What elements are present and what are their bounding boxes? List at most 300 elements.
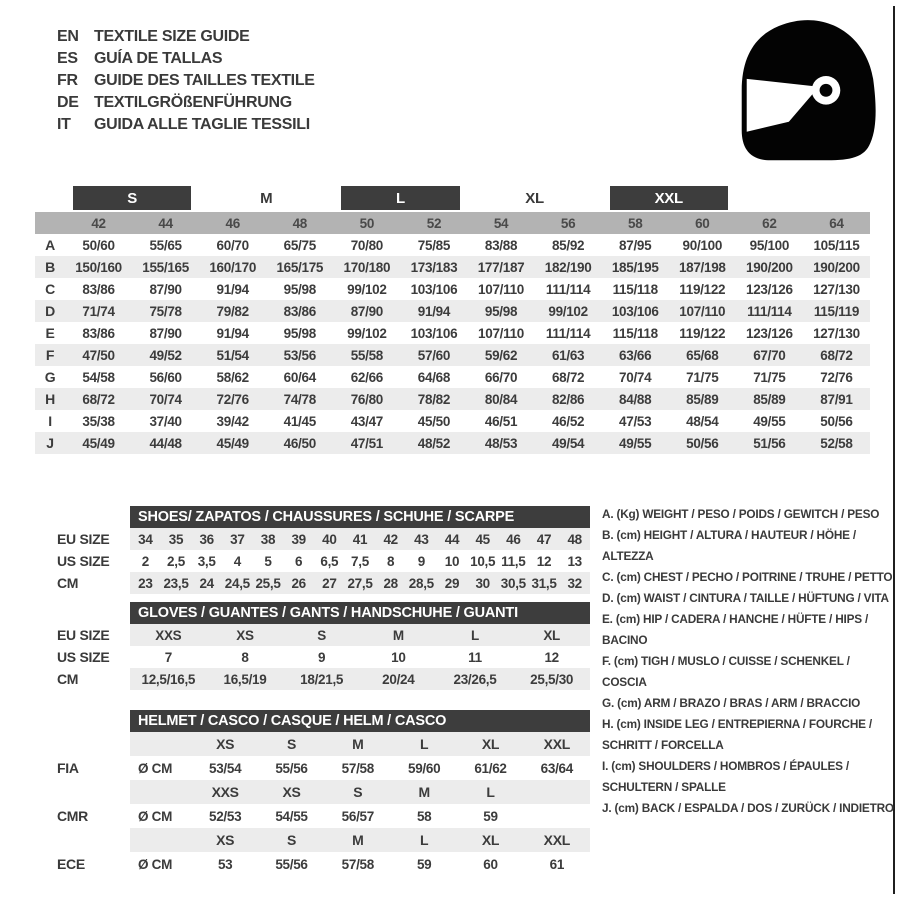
- size-column-header: M: [325, 828, 391, 852]
- legend-item: E. (cm) HIP / CADERA / HANCHE / HÜFTE / HIPS / BACINO: [602, 612, 869, 647]
- size-cell: 55/56: [275, 760, 308, 776]
- language-code: FR: [57, 72, 78, 89]
- size-cell: 50/60: [82, 237, 115, 253]
- size-column-header: XL: [457, 828, 523, 852]
- size-cell: 80/84: [484, 391, 518, 407]
- size-cell: 12: [536, 553, 552, 569]
- size-cell: 87/90: [350, 303, 384, 319]
- size-cell: 182/190: [544, 259, 592, 275]
- size-cell: 177/187: [477, 259, 525, 275]
- size-cell: 84/88: [619, 391, 652, 407]
- size-column-header-row: [35, 212, 870, 234]
- size-cell: 53/56: [283, 347, 316, 363]
- size-cell: 32: [559, 572, 590, 594]
- size-cell: 37/40: [149, 413, 182, 429]
- size-cell: 83/86: [82, 281, 115, 297]
- language-title-block: [57, 26, 315, 136]
- standard-label: ECE: [57, 856, 85, 872]
- racing-helmet-icon: [726, 16, 886, 166]
- size-cell: 82/86: [551, 391, 585, 407]
- gloves-table-rows: [55, 624, 590, 690]
- language-code: ES: [57, 50, 78, 67]
- size-cell: 43: [406, 528, 437, 550]
- size-column-header: 42: [91, 215, 106, 231]
- size-column-header: 64: [829, 215, 844, 231]
- size-cell: 25,5/30: [513, 668, 590, 690]
- size-cell: 57/58: [341, 760, 374, 776]
- legend-item: D. (cm) WAIST / CINTURA / TAILLE / HÜFTUNG / VITA: [602, 591, 889, 605]
- size-cell: 46/52: [551, 413, 585, 429]
- size-cell: 11,5: [501, 553, 526, 569]
- size-cell: 55/58: [350, 347, 384, 363]
- row-label: US SIZE: [57, 649, 110, 665]
- size-cell: 107/110: [478, 281, 525, 297]
- size-cell: 71/74: [82, 303, 115, 319]
- measure-row: [55, 550, 590, 572]
- size-cell: 87/95: [619, 237, 652, 253]
- size-cell: 45/49: [216, 435, 249, 451]
- helmet-table-rows: [55, 732, 590, 876]
- size-cell: 53/54: [209, 760, 242, 776]
- size-cell: 51/56: [753, 435, 786, 451]
- size-cell: 24,5: [222, 572, 253, 594]
- shoes-table-rows: [55, 528, 590, 594]
- size-cell: 47/53: [619, 413, 652, 429]
- size-cell: 10,5: [470, 553, 496, 569]
- size-cell: 48/52: [417, 435, 451, 451]
- size-cell: 111/114: [747, 303, 792, 319]
- size-cell: 119/122: [679, 325, 726, 341]
- gloves-table: [55, 602, 590, 690]
- size-column-header: 62: [762, 215, 777, 231]
- size-column-header: 54: [493, 215, 509, 231]
- size-column-header: XXS: [192, 780, 258, 804]
- size-table-row: [35, 388, 870, 410]
- size-column-header: S: [258, 732, 324, 756]
- size-cell: 83/88: [484, 237, 518, 253]
- size-cell: 99/102: [347, 325, 387, 341]
- size-cell: 56/57: [341, 808, 374, 824]
- size-cell: 10: [391, 649, 406, 665]
- size-cell: 39/42: [216, 413, 249, 429]
- size-cell: 12,5/16,5: [130, 668, 207, 690]
- size-cell: 63/66: [619, 347, 652, 363]
- size-cell: 115/118: [612, 325, 658, 341]
- measure-row: [55, 572, 590, 594]
- unit-cell: Ø CM: [138, 808, 173, 824]
- size-group-s: S: [73, 186, 191, 210]
- size-group-row: [35, 186, 870, 210]
- size-cell: 55/56: [275, 856, 308, 872]
- size-table-row: [35, 256, 870, 278]
- size-column-header: S: [258, 828, 324, 852]
- size-cell: 30: [467, 572, 498, 594]
- size-cell: 123/126: [746, 325, 793, 341]
- size-table-row: [35, 344, 870, 366]
- size-cell: 95/98: [484, 303, 518, 319]
- size-cell: 119/122: [679, 281, 726, 297]
- size-cell: 34: [130, 528, 161, 550]
- row-label: C: [45, 281, 55, 297]
- legend-item: G. (cm) ARM / BRAZO / BRAS / ARM / BRACCIO: [602, 696, 861, 710]
- size-table-row: [35, 234, 870, 256]
- size-cell: 115/118: [612, 281, 658, 297]
- size-cell: 29: [437, 572, 468, 594]
- size-cell: 75/78: [149, 303, 182, 319]
- size-cell: 20/24: [360, 668, 437, 690]
- size-cell: 74/78: [283, 391, 316, 407]
- size-cell: XXS: [130, 624, 207, 646]
- size-cell: 127/130: [813, 325, 860, 341]
- size-column-header: 46: [225, 215, 240, 231]
- helmet-table-title: HELMET / CASCO / CASQUE / HELM / CASCO: [130, 710, 590, 732]
- size-column-header: M: [391, 780, 457, 804]
- size-cell: 68/72: [551, 369, 585, 385]
- size-cell: 46/50: [283, 435, 316, 451]
- size-cell: 67/70: [753, 347, 786, 363]
- size-cell: 52/58: [820, 435, 853, 451]
- size-cell: M: [360, 624, 437, 646]
- size-cell: 13: [567, 553, 582, 569]
- size-cell: 45: [467, 528, 498, 550]
- size-cell: 103/106: [410, 281, 458, 297]
- helmet-data-row: [55, 804, 590, 828]
- size-cell: 45/50: [417, 413, 451, 429]
- row-label: EU SIZE: [57, 627, 110, 643]
- size-cell: 71/75: [753, 369, 786, 385]
- size-column-header: XXL: [524, 828, 590, 852]
- size-cell: 48/53: [484, 435, 518, 451]
- helmet-data-row: [55, 852, 590, 876]
- legend-item: B. (cm) HEIGHT / ALTURA / HAUTEUR / HÖHE / ALTEZZA: [602, 528, 856, 563]
- main-size-table: [35, 186, 870, 454]
- size-cell: 165/175: [276, 259, 324, 275]
- size-cell: 90/100: [682, 237, 723, 253]
- size-cell: 35: [161, 528, 192, 550]
- size-cell: 49/55: [753, 413, 786, 429]
- language-row: [57, 48, 315, 70]
- size-cell: 47/50: [82, 347, 115, 363]
- size-cell: 59/60: [408, 760, 441, 776]
- row-label: D: [45, 303, 55, 319]
- size-cell: 95/98: [283, 281, 316, 297]
- size-cell: 38: [253, 528, 284, 550]
- language-code: EN: [57, 28, 79, 45]
- size-cell: 57/58: [341, 856, 374, 872]
- size-cell: 27,5: [345, 572, 376, 594]
- size-cell: 2: [141, 553, 149, 569]
- size-cell: 190/200: [813, 259, 860, 275]
- size-cell: 25,5: [253, 572, 284, 594]
- size-cell: 58/62: [216, 369, 249, 385]
- legend-item: I. (cm) SHOULDERS / HOMBROS / ÉPAULES / SCHULTERN / SPALLE: [602, 759, 849, 794]
- size-cell: 64/68: [417, 369, 451, 385]
- size-group-xl: XL: [525, 189, 544, 207]
- size-cell: 61/63: [551, 347, 585, 363]
- size-cell: 91/94: [216, 281, 249, 297]
- size-cell: 62/66: [350, 369, 384, 385]
- measurement-legend: [602, 504, 896, 819]
- size-cell: 8: [241, 649, 249, 665]
- size-cell: 56/60: [149, 369, 182, 385]
- size-cell: 170/180: [343, 259, 391, 275]
- helmet-size-header-row: [55, 828, 590, 852]
- size-cell: 54/55: [275, 808, 308, 824]
- size-table-row: [35, 322, 870, 344]
- size-column-header: L: [391, 732, 457, 756]
- size-column-header: 52: [426, 215, 442, 231]
- size-column-header: 56: [560, 215, 576, 231]
- size-cell: 30,5: [498, 572, 529, 594]
- measure-row: [55, 528, 590, 550]
- size-cell: 68/72: [820, 347, 853, 363]
- size-column-header: [524, 780, 590, 804]
- row-label: I: [48, 413, 52, 429]
- size-cell: 187/198: [678, 259, 726, 275]
- size-column-header: 48: [292, 215, 307, 231]
- size-cell: 9: [417, 553, 425, 569]
- language-code: DE: [57, 94, 79, 111]
- size-cell: 60/70: [216, 237, 249, 253]
- size-column-header: 60: [695, 215, 710, 231]
- measure-row: [55, 668, 590, 690]
- size-cell: 49/55: [619, 435, 652, 451]
- row-label: F: [45, 347, 55, 363]
- size-cell: 39: [283, 528, 314, 550]
- size-column-header: XXL: [524, 732, 590, 756]
- legend-item: J. (cm) BACK / ESPALDA / DOS / ZURÜCK / INDIETRO: [602, 801, 894, 815]
- language-title: TEXTILGRÖßENFÜHRUNG: [94, 94, 292, 111]
- size-table-row: [35, 278, 870, 300]
- size-column-header: 44: [158, 215, 173, 231]
- row-label: E: [45, 325, 55, 341]
- size-cell: 150/160: [75, 259, 122, 275]
- legend-item: F. (cm) TIGH / MUSLO / CUISSE / SCHENKEL / COSCIA: [602, 654, 850, 689]
- row-label: A: [45, 237, 55, 253]
- size-cell: 103/106: [611, 303, 659, 319]
- measure-row: [55, 646, 590, 668]
- size-column-header: M: [325, 732, 391, 756]
- size-cell: 99/102: [548, 303, 588, 319]
- size-column-header: L: [457, 780, 523, 804]
- size-group-l: L: [341, 186, 459, 210]
- size-cell: 70/74: [149, 391, 182, 407]
- size-cell: 10: [444, 553, 460, 569]
- size-column-header: XS: [258, 780, 324, 804]
- size-cell: 65/68: [686, 347, 719, 363]
- language-row: [57, 114, 315, 136]
- size-cell: 78/82: [417, 391, 451, 407]
- size-cell: 8: [387, 553, 395, 569]
- legend-item: A. (Kg) WEIGHT / PESO / POIDS / GEWITCH / PESO: [602, 507, 880, 521]
- size-cell: 2,5: [167, 553, 185, 569]
- legend-item: H. (cm) INSIDE LEG / ENTREPIERNA / FOURCHE / SCHRITT / FORCELLA: [602, 717, 872, 752]
- unit-cell: [130, 732, 192, 756]
- size-cell: 95/100: [749, 237, 790, 253]
- language-title: GUIDA ALLE TAGLIE TESSILI: [94, 116, 310, 133]
- size-cell: 23/26,5: [437, 668, 514, 690]
- size-cell: 65/75: [283, 237, 316, 253]
- size-cell: 60: [483, 856, 498, 872]
- size-cell: 6: [295, 553, 303, 569]
- size-cell: 68/72: [82, 391, 115, 407]
- size-cell: 50/56: [820, 413, 853, 429]
- size-cell: 47/51: [350, 435, 384, 451]
- helmet-size-header-row: [55, 780, 590, 804]
- size-cell: 37: [222, 528, 253, 550]
- shoes-table-title: SHOES/ ZAPATOS / CHAUSSURES / SCHUHE / SCARPE: [130, 506, 590, 528]
- size-cell: XS: [207, 624, 284, 646]
- helmet-data-row: [55, 756, 590, 780]
- size-table-row: [35, 366, 870, 388]
- size-cell: 12: [544, 649, 559, 665]
- size-cell: 79/82: [216, 303, 249, 319]
- row-label: EU SIZE: [57, 531, 110, 547]
- size-cell: 49/54: [551, 435, 585, 451]
- size-group-xxl: XXL: [610, 186, 728, 210]
- size-column-header: XL: [457, 732, 523, 756]
- size-cell: 4: [233, 553, 241, 569]
- size-table-row: [35, 432, 870, 454]
- size-cell: 58: [416, 808, 432, 824]
- size-table-row: [35, 300, 870, 322]
- size-cell: 85/89: [753, 391, 786, 407]
- language-title: GUÍA DE TALLAS: [94, 50, 223, 67]
- size-cell: 31,5: [529, 572, 560, 594]
- size-cell: S: [283, 624, 360, 646]
- size-column-header: XS: [192, 828, 258, 852]
- unit-cell: [130, 828, 192, 852]
- standard-label: CMR: [57, 808, 88, 824]
- size-table-row: [35, 410, 870, 432]
- size-cell: 41/45: [283, 413, 316, 429]
- size-cell: 27: [314, 572, 345, 594]
- size-cell: 23: [130, 572, 161, 594]
- size-cell: 7: [164, 649, 172, 665]
- size-cell: 83/86: [283, 303, 316, 319]
- language-title: GUIDE DES TAILLES TEXTILE: [94, 72, 315, 89]
- size-cell: 23,5: [161, 572, 192, 594]
- size-cell: 26: [283, 572, 314, 594]
- size-cell: 46/51: [484, 413, 518, 429]
- size-cell: 71/75: [686, 369, 719, 385]
- size-cell: 85/92: [551, 237, 585, 253]
- language-row: [57, 70, 315, 92]
- size-cell: 36: [191, 528, 222, 550]
- size-cell: 61/62: [474, 760, 507, 776]
- size-cell: 42: [375, 528, 406, 550]
- language-title: TEXTILE SIZE GUIDE: [94, 28, 250, 45]
- shoes-table: [55, 506, 590, 594]
- size-cell: 85/89: [686, 391, 719, 407]
- size-cell: 115/119: [813, 303, 860, 319]
- size-cell: 46: [498, 528, 529, 550]
- size-cell: 28,5: [406, 572, 437, 594]
- size-cell: 87/90: [149, 281, 182, 297]
- row-label: CM: [57, 575, 79, 591]
- size-cell: L: [437, 624, 514, 646]
- size-column-header: L: [391, 828, 457, 852]
- size-cell: 160/170: [209, 259, 257, 275]
- standard-label: FIA: [57, 760, 79, 776]
- size-cell: 52/53: [209, 808, 242, 824]
- size-column-header: XS: [192, 732, 258, 756]
- size-cell: 76/80: [350, 391, 384, 407]
- size-cell: 16,5/19: [207, 668, 284, 690]
- size-column-header: S: [325, 780, 391, 804]
- size-cell: 75/85: [417, 237, 451, 253]
- gloves-table-title: GLOVES / GUANTES / GANTS / HANDSCHUHE / GUANTI: [130, 602, 590, 624]
- size-cell: 59: [483, 808, 498, 824]
- size-cell: XL: [513, 624, 590, 646]
- unit-cell: [130, 780, 192, 804]
- size-cell: 103/106: [410, 325, 458, 341]
- size-cell: 87/91: [820, 391, 853, 407]
- size-cell: 123/126: [746, 281, 793, 297]
- helmet-size-header-row: [55, 732, 590, 756]
- size-cell: 57/60: [417, 347, 451, 363]
- size-cell: 91/94: [216, 325, 249, 341]
- size-cell: 83/86: [82, 325, 115, 341]
- size-cell: 3,5: [197, 553, 216, 569]
- measure-row: [55, 624, 590, 646]
- size-cell: 59/62: [484, 347, 518, 363]
- row-label: CM: [57, 671, 79, 687]
- size-cell: 190/200: [746, 259, 793, 275]
- unit-cell: Ø CM: [138, 760, 173, 776]
- size-cell: 11: [468, 649, 482, 665]
- size-cell: 53: [217, 856, 233, 872]
- helmet-table: [55, 710, 590, 876]
- size-cell: 54/58: [82, 369, 115, 385]
- size-cell: 60/64: [283, 369, 316, 385]
- size-cell: 44: [437, 528, 468, 550]
- size-cell: 50/56: [686, 435, 719, 451]
- size-cell: 24: [191, 572, 222, 594]
- size-cell: 72/76: [216, 391, 249, 407]
- size-cell: 45/49: [82, 435, 115, 451]
- size-column-header: 58: [627, 215, 643, 231]
- size-cell: 91/94: [417, 303, 451, 319]
- size-cell: 70/80: [350, 237, 384, 253]
- size-cell: 155/165: [142, 259, 189, 275]
- size-cell: 28: [375, 572, 406, 594]
- size-cell: 66/70: [484, 369, 518, 385]
- size-cell: 63/64: [540, 760, 573, 776]
- language-row: [57, 26, 315, 48]
- size-cell: 87/90: [149, 325, 182, 341]
- size-cell: 127/130: [813, 281, 860, 297]
- size-cell: 35/38: [82, 413, 115, 429]
- row-label: J: [46, 435, 54, 451]
- size-cell: 18/21,5: [283, 668, 360, 690]
- size-cell: 51/54: [216, 347, 249, 363]
- row-label: B: [45, 259, 55, 275]
- size-cell: 99/102: [347, 281, 387, 297]
- size-cell: 72/76: [820, 369, 853, 385]
- size-column-header: 50: [359, 215, 375, 231]
- size-cell: 70/74: [619, 369, 652, 385]
- size-cell: 61: [549, 856, 565, 872]
- size-cell: 173/183: [410, 259, 458, 275]
- language-code: IT: [57, 116, 71, 133]
- size-cell: 9: [318, 649, 326, 665]
- language-row: [57, 92, 315, 114]
- size-cell: 111/114: [545, 325, 591, 341]
- size-cell: 43/47: [350, 413, 384, 429]
- row-label: H: [45, 391, 55, 407]
- size-cell: 48: [559, 528, 590, 550]
